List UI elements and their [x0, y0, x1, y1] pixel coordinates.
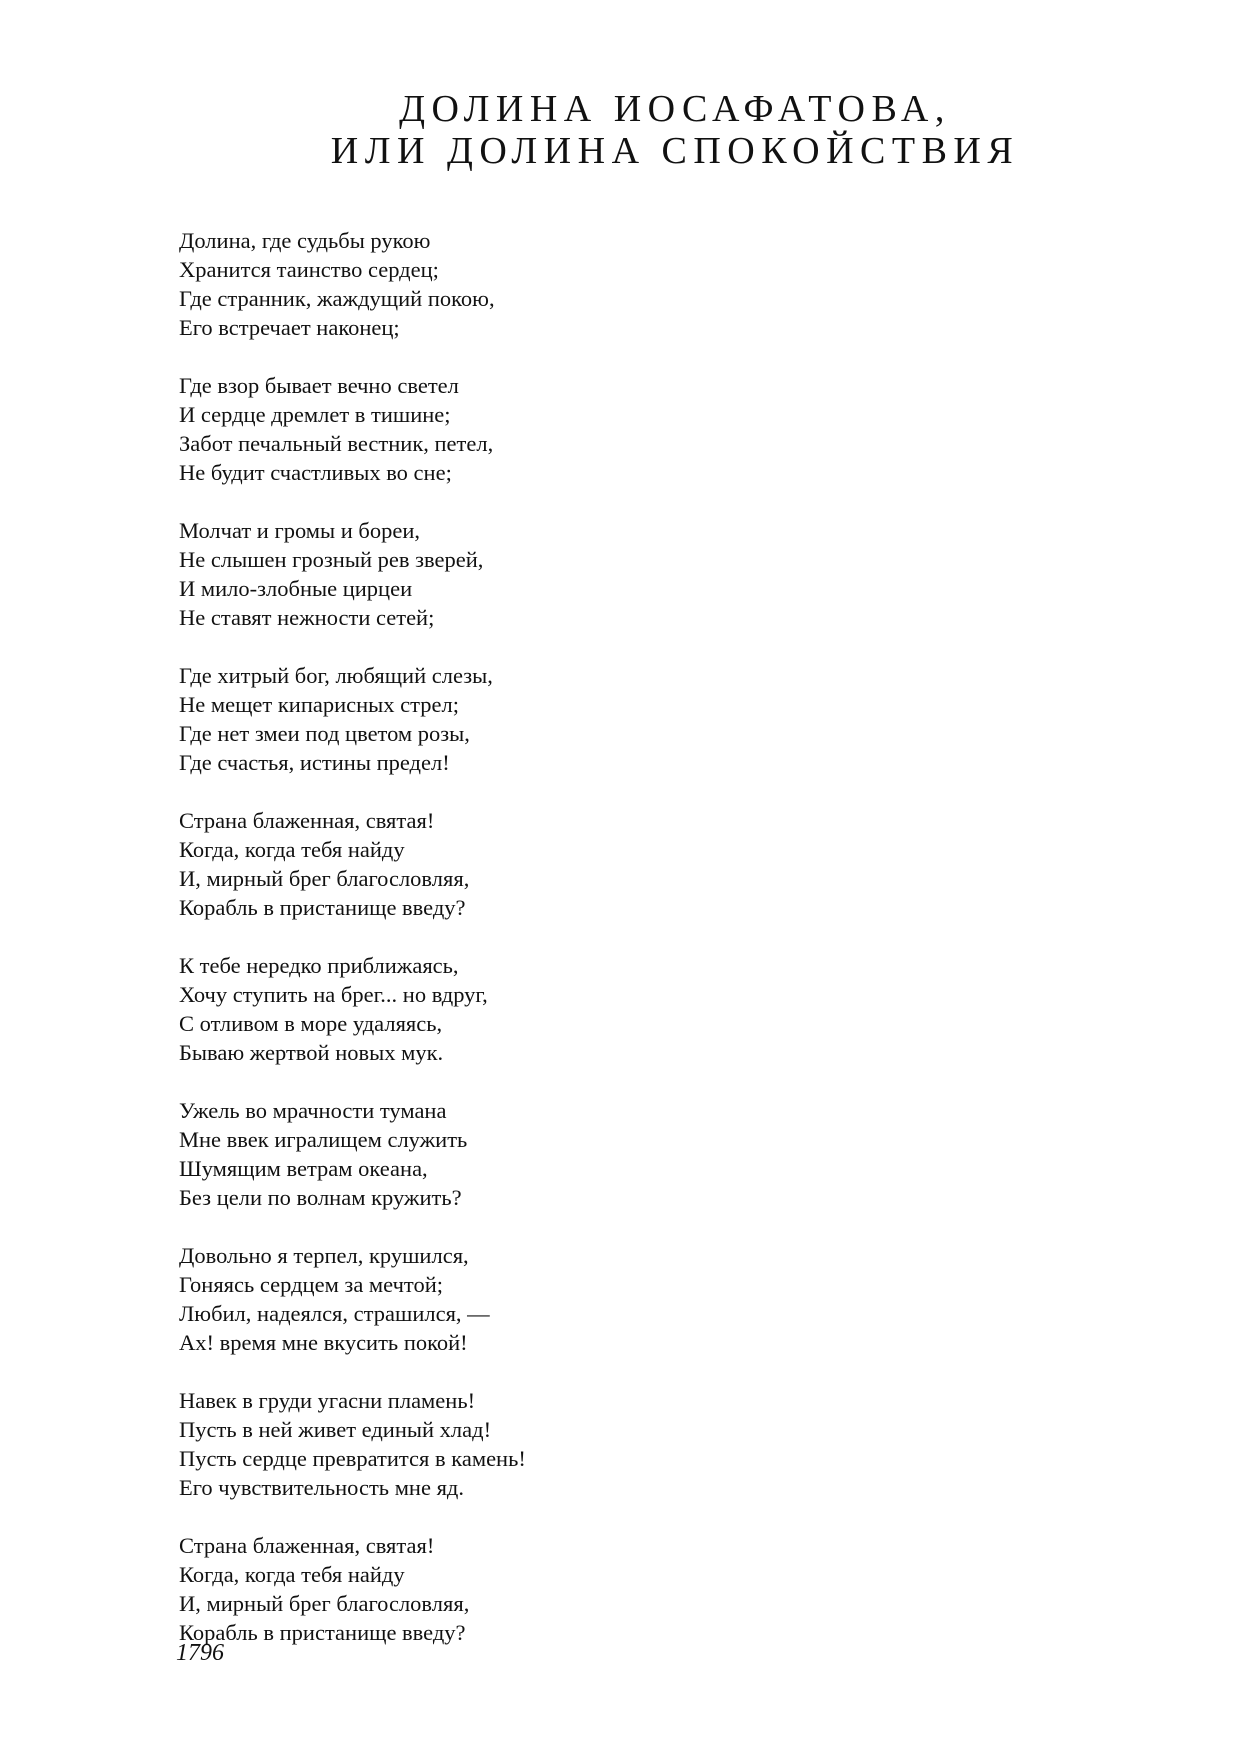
verse-line: К тебе нередко приближаясь,	[179, 953, 459, 978]
stanza-2	[179, 371, 526, 487]
verse-line: И, мирный брег благословляя,	[179, 866, 470, 891]
verse-line: Довольно я терпел, крушился,	[179, 1243, 469, 1268]
verse-line: Ах! время мне вкусить покой!	[179, 1330, 468, 1355]
verse-line: Долина, где судьбы рукою	[179, 228, 431, 253]
verse-line: Шумящим ветрам океана,	[179, 1156, 428, 1181]
stanza-6	[179, 951, 526, 1067]
verse-line: И мило-злобные цирцеи	[179, 576, 413, 601]
verse-line: Где странник, жаждущий покою,	[179, 286, 495, 311]
verse-line: Хочу ступить на брег... но вдруг,	[179, 982, 488, 1007]
verse-line: Любил, надеялся, страшился, —	[179, 1301, 490, 1326]
stanza-4	[179, 661, 526, 777]
verse-line: Где нет змеи под цветом розы,	[179, 721, 470, 746]
stanza-1	[179, 226, 526, 342]
verse-line: Где взор бывает вечно светел	[179, 373, 459, 398]
verse-line: Корабль в пристанище введу?	[179, 895, 466, 920]
poem-year: 1796	[176, 1640, 224, 1666]
verse-line: Не мещет кипарисных стрел;	[179, 692, 459, 717]
verse-line: Не будит счастливых во сне;	[179, 460, 452, 485]
verse-line: Бываю жертвой новых мук.	[179, 1040, 444, 1065]
verse-line: Страна блаженная, святая!	[179, 1533, 435, 1558]
verse-line: Когда, когда тебя найду	[179, 837, 405, 862]
poem-title	[0, 88, 1240, 172]
poem-body	[179, 226, 526, 1676]
verse-line: Пусть в ней живет единый хлад!	[179, 1417, 492, 1442]
verse-line: Где счастья, истины предел!	[179, 750, 450, 775]
poem-title-line-2: ИЛИ ДОЛИНА СПОКОЙСТВИЯ	[330, 130, 1020, 172]
poem-title-line-1: ДОЛИНА ИОСАФАТОВА,	[399, 88, 951, 130]
verse-line: И сердце дремлет в тишине;	[179, 402, 451, 427]
verse-line: Ужель во мрачности тумана	[179, 1098, 447, 1123]
stanza-7	[179, 1096, 526, 1212]
verse-line: Не ставят нежности сетей;	[179, 605, 435, 630]
verse-line: Корабль в пристанище введу?	[179, 1620, 466, 1645]
verse-line: Пусть сердце превратится в камень!	[179, 1446, 526, 1471]
verse-line: Где хитрый бог, любящий слезы,	[179, 663, 493, 688]
verse-line: Когда, когда тебя найду	[179, 1562, 405, 1587]
verse-line: Молчат и громы и бореи,	[179, 518, 421, 543]
verse-line: Страна блаженная, святая!	[179, 808, 435, 833]
stanza-3	[179, 516, 526, 632]
stanza-9	[179, 1386, 526, 1502]
verse-line: Хранится таинство сердец;	[179, 257, 439, 282]
verse-line: Навек в груди угасни пламень!	[179, 1388, 476, 1413]
verse-line: С отливом в море удаляясь,	[179, 1011, 443, 1036]
verse-line: Мне ввек игралищем служить	[179, 1127, 468, 1152]
stanza-10	[179, 1531, 526, 1647]
verse-line: Его чувствительность мне яд.	[179, 1475, 465, 1500]
stanza-8	[179, 1241, 526, 1357]
verse-line: Его встречает наконец;	[179, 315, 400, 340]
verse-line: Не слышен грозный рев зверей,	[179, 547, 484, 572]
stanza-5	[179, 806, 526, 922]
verse-line: Гоняясь сердцем за мечтой;	[179, 1272, 443, 1297]
verse-line: Забот печальный вестник, петел,	[179, 431, 494, 456]
verse-line: И, мирный брег благословляя,	[179, 1591, 470, 1616]
verse-line: Без цели по волнам кружить?	[179, 1185, 462, 1210]
